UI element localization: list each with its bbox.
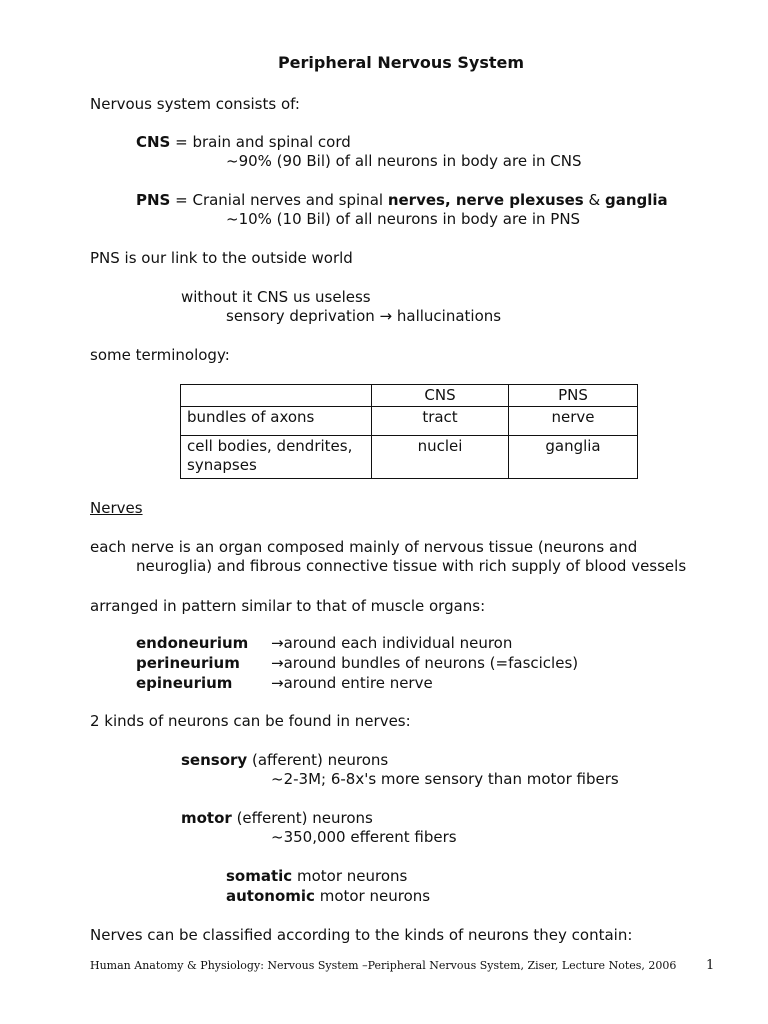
table-cell-label-line1: cell bodies, dendrites,: [187, 437, 353, 455]
pns-definition: [136, 190, 668, 210]
somatic-rest: motor neurons: [292, 867, 408, 885]
pns-def-a: = Cranial nerves and spinal: [170, 191, 388, 209]
link-text: PNS is our link to the outside world: [90, 249, 353, 267]
table-header-pns: PNS: [509, 385, 638, 407]
cns-detail: ~90% (90 Bil) of all neurons in body are in CNS: [226, 152, 582, 170]
deprivation-text: [226, 306, 501, 326]
layer-perineurium: [136, 653, 240, 673]
table-cell-label: [181, 436, 372, 479]
cns-def: = brain and spinal cord: [170, 133, 351, 151]
pns-detail: ~10% (10 Bil) of all neurons in body are in PNS: [226, 210, 581, 228]
table-cell-label-line2: synapses: [187, 456, 257, 474]
motor-line: [181, 808, 373, 828]
layer-desc: →around each individual neuron: [271, 634, 513, 652]
layer-term: epineurium: [136, 674, 233, 692]
sensory-rest: (afferent) neurons: [247, 751, 389, 769]
deprivation-a: sensory deprivation: [226, 307, 380, 325]
autonomic-line: [226, 886, 430, 906]
organ-line-2: neuroglia) and fibrous connective tissue with rich supply of blood vessels: [136, 557, 687, 575]
pns-def-b: nerves, nerve plexuses: [387, 191, 584, 209]
kinds-text: 2 kinds of neurons can be found in nerves:: [90, 712, 411, 730]
terminology-table: [180, 384, 638, 479]
motor-detail: ~350,000 efferent fibers: [271, 828, 457, 846]
page-title: Peripheral Nervous System: [277, 53, 525, 72]
layer-term: endoneurium: [136, 634, 249, 652]
layer-term: perineurium: [136, 654, 240, 672]
cns-term: CNS: [136, 133, 171, 151]
page-number: 1: [706, 958, 715, 973]
motor-rest: (efferent) neurons: [231, 809, 373, 827]
deprivation-b: hallucinations: [392, 307, 502, 325]
without-text: without it CNS us useless: [181, 288, 371, 306]
autonomic-rest: motor neurons: [314, 887, 431, 905]
table-cell-pns: nerve: [509, 407, 638, 436]
table-cell-pns: ganglia: [509, 436, 638, 479]
terminology-text: some terminology:: [90, 346, 230, 364]
autonomic-term: autonomic: [226, 887, 315, 905]
layer-desc: →around bundles of neurons (=fascicles): [271, 654, 579, 672]
somatic-term: somatic: [226, 867, 293, 885]
table-row: [181, 407, 638, 436]
cns-definition: [136, 132, 351, 152]
footer-text: Human Anatomy & Physiology: Nervous System –Peripheral Nervous System, Ziser, Lecture Notes, 2006: [90, 959, 677, 972]
nerves-heading: Nerves: [90, 499, 143, 517]
pns-term: PNS: [136, 191, 171, 209]
layer-desc: →around entire nerve: [271, 674, 433, 692]
pattern-text: arranged in pattern similar to that of muscle organs:: [90, 597, 486, 615]
sensory-detail: ~2-3M; 6-8x's more sensory than motor fibers: [271, 770, 619, 788]
table-cell-cns: tract: [372, 407, 509, 436]
table-cell-cns: nuclei: [372, 436, 509, 479]
pns-def-c: &: [583, 191, 605, 209]
table-header-row: [181, 385, 638, 407]
pns-def-d: ganglia: [604, 191, 668, 209]
layer-epineurium: [136, 673, 232, 693]
motor-term: motor: [181, 809, 232, 827]
table-header-cns: CNS: [372, 385, 509, 407]
table-cell-label: bundles of axons: [181, 407, 372, 436]
intro-text: Nervous system consists of:: [90, 95, 300, 113]
classified-text: Nerves can be classified according to the kinds of neurons they contain:: [90, 926, 633, 944]
table-row: [181, 436, 638, 479]
somatic-line: [226, 866, 407, 886]
arrow-right-icon: →: [379, 307, 393, 325]
organ-line-1: each nerve is an organ composed mainly of nervous tissue (neurons and: [90, 538, 638, 556]
layer-endoneurium: [136, 633, 248, 653]
table-header-empty: [181, 385, 372, 407]
sensory-term: sensory: [181, 751, 248, 769]
sensory-line: [181, 750, 388, 770]
